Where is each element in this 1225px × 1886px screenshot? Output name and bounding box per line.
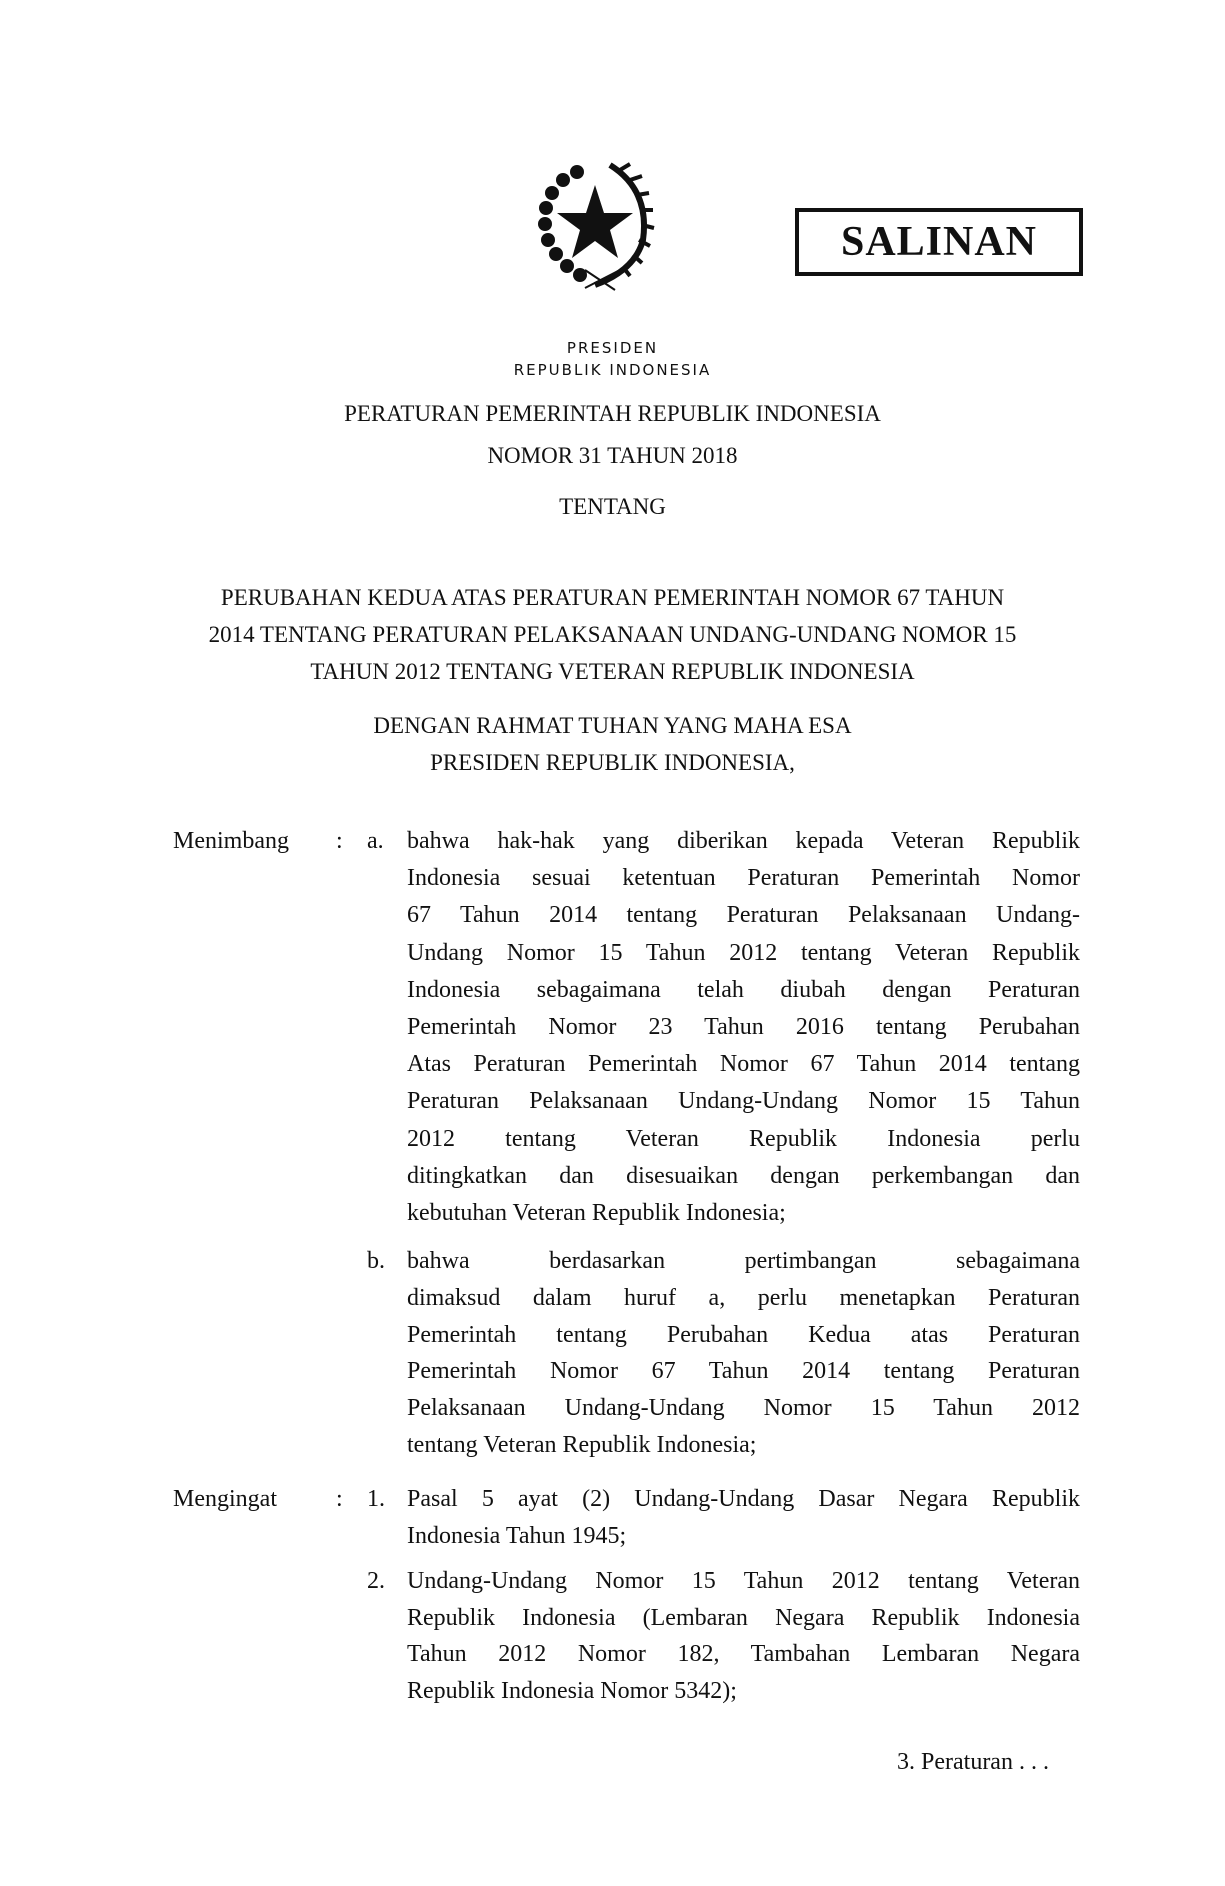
clause-line: Atas Peraturan Pemerintah Nomor 67 Tahun 2014 tentang [407,1051,1080,1078]
office-line-1: PRESIDEN [566,339,659,357]
clause-line: Republik Indonesia (Lembaran Negara Republik Indonesia [407,1604,1080,1631]
star-emblem-icon [525,150,665,300]
emblem [525,150,665,300]
subject-line: TAHUN 2012 TENTANG VETERAN REPUBLIK INDONESIA [310,659,915,684]
item-marker: 2. [367,1568,385,1594]
regulation-title: PERATURAN PEMERINTAH REPUBLIK INDONESIA [344,401,881,426]
item-marker: a. [367,828,384,854]
office-line-2: REPUBLIK INDONESIA [513,361,712,379]
continuation-text: 3. Peraturan . . . [897,1749,1049,1775]
clause-line: Indonesia sesuai ketentuan Peraturan Pemerintah Nomor [407,865,1080,892]
menimbang-colon: : [336,828,343,854]
clause-line: 2012 tentang Veteran Republik Indonesia perlu [407,1125,1080,1152]
clause-line: Undang Nomor 15 Tahun 2012 tentang Veteran Republik [407,939,1080,966]
mengingat-colon: : [336,1486,343,1512]
clause-line: dimaksud dalam huruf a, perlu menetapkan Peraturan [407,1284,1080,1311]
mengingat-label: Mengingat [173,1486,277,1512]
clause-line: Peraturan Pelaksanaan Undang-Undang Nomor 15 Tahun [407,1088,1080,1115]
clause-line: Undang-Undang Nomor 15 Tahun 2012 tentang Veteran [407,1568,1080,1594]
clause-line: Republik Indonesia Nomor 5342); [407,1677,737,1704]
clause-line: bahwa berdasarkan pertimbangan sebagaimana [407,1248,1080,1274]
clause-line: ditingkatkan dan disesuaikan dengan perkembangan dan [407,1162,1080,1189]
preamble-line: DENGAN RAHMAT TUHAN YANG MAHA ESA [373,713,852,738]
subject-line: PERUBAHAN KEDUA ATAS PERATURAN PEMERINTAH NOMOR 67 TAHUN [220,585,1005,610]
subject-line: 2014 TENTANG PERATURAN PELAKSANAAN UNDANG-UNDANG NOMOR 15 [208,622,1017,647]
clause-line: Pemerintah Nomor 67 Tahun 2014 tentang Peraturan [407,1358,1080,1385]
clause-line: tentang Veteran Republik Indonesia; [407,1432,757,1458]
item-marker: 1. [367,1486,385,1512]
regulation-number: NOMOR 31 TAHUN 2018 [487,443,738,468]
clause-line: bahwa hak-hak yang diberikan kepada Veteran Republik [407,828,1080,854]
tentang-label: TENTANG [559,494,666,519]
clause-line: Indonesia sebagaimana telah diubah dengan Peraturan [407,976,1080,1003]
clause-line: Pemerintah Nomor 23 Tahun 2016 tentang Perubahan [407,1014,1080,1040]
salinan-stamp: SALINAN [795,208,1083,276]
clause-line: Pemerintah tentang Perubahan Kedua atas Peraturan [407,1321,1080,1348]
clause-line: Indonesia Tahun 1945; [407,1523,627,1549]
clause-line: kebutuhan Veteran Republik Indonesia; [407,1200,786,1226]
clause-line: Pelaksanaan Undang-Undang Nomor 15 Tahun 2012 [407,1395,1080,1422]
clause-line: Tahun 2012 Nomor 182, Tambahan Lembaran Negara [407,1641,1080,1668]
clause-line: Pasal 5 ayat (2) Undang-Undang Dasar Negara Republik [407,1486,1080,1512]
item-marker: b. [367,1248,385,1274]
clause-line: 67 Tahun 2014 tentang Peraturan Pelaksanaan Undang- [407,902,1080,929]
menimbang-label: Menimbang [173,828,289,854]
preamble-line: PRESIDEN REPUBLIK INDONESIA, [430,750,795,775]
